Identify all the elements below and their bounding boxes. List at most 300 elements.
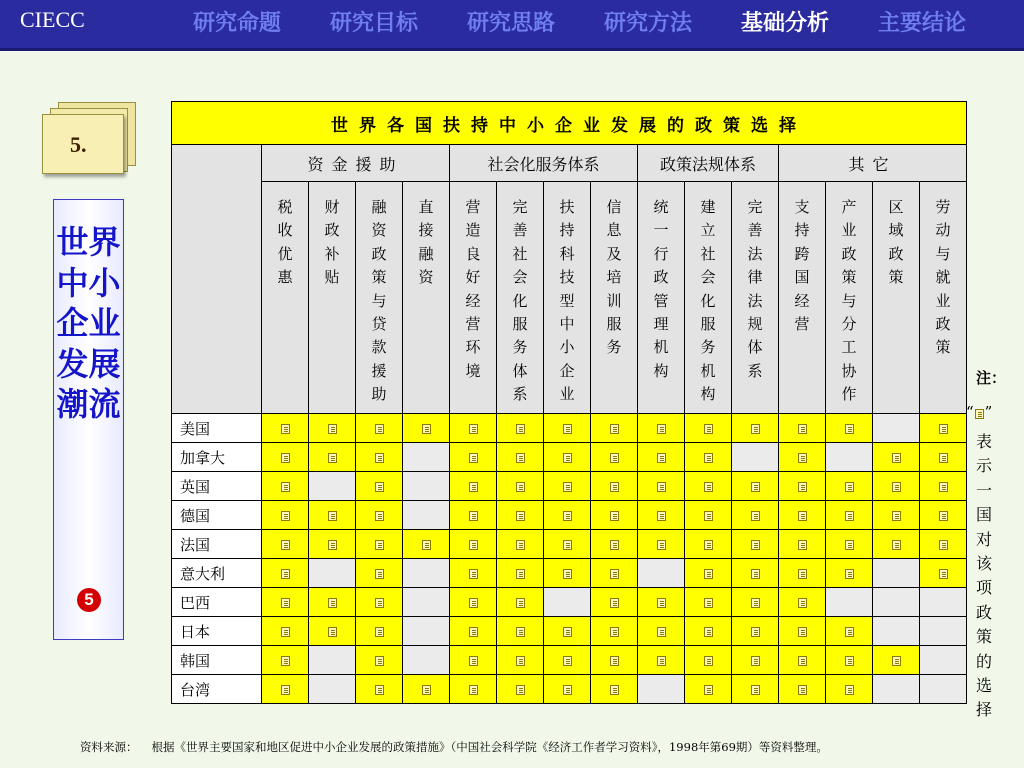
nav-item-research-goal[interactable]: 研究目标 [330,11,419,36]
policy-selected-cell [356,588,403,617]
policy-selected-cell [262,443,309,472]
document-icon [610,685,619,695]
policy-selected-cell [873,646,920,675]
document-icon [798,598,807,608]
document-icon [422,540,431,550]
column-header-label: 完善社会化服务体系 [512,198,528,404]
document-icon [751,511,760,521]
document-icon [975,409,984,419]
policy-selected-cell [309,501,356,530]
group-header-policy-law: 政策法规体系 [638,145,779,182]
document-icon [469,569,478,579]
policy-empty-cell [873,588,920,617]
policy-selected-cell [920,443,967,472]
policy-selected-cell [544,414,591,443]
policy-selected-cell [497,530,544,559]
policy-selected-cell [638,617,685,646]
column-header [638,182,685,414]
document-icon [798,656,807,666]
document-icon [751,598,760,608]
column-header-label: 直接融资 [418,198,434,287]
policy-selected-cell [779,675,826,704]
table-row [172,617,967,646]
note-text: 表示一国对该项政策的选择 [975,432,992,720]
policy-empty-cell [309,646,356,675]
document-icon [892,453,901,463]
policy-selected-cell [826,472,873,501]
policy-selected-cell [450,414,497,443]
policy-selected-cell [732,472,779,501]
document-icon [516,482,525,492]
policy-empty-cell [403,443,450,472]
policy-selected-cell [591,646,638,675]
column-header-label: 产业政策与分工协作 [841,198,857,404]
policy-selected-cell [873,472,920,501]
nav-item-basic-analysis[interactable]: 基础分析 [741,11,830,36]
policy-selected-cell [356,530,403,559]
policy-selected-cell [920,559,967,588]
document-icon [798,424,807,434]
policy-selected-cell [732,588,779,617]
column-header-label: 融资政策与贷款援助 [371,198,387,404]
table-row [172,559,967,588]
document-icon [281,656,290,666]
policy-selected-cell [262,472,309,501]
policy-empty-cell [544,588,591,617]
policy-selected-cell [638,588,685,617]
policy-selected-cell [544,559,591,588]
policy-selected-cell [403,530,450,559]
policy-selected-cell [356,646,403,675]
policy-selected-cell [591,530,638,559]
document-icon [892,511,901,521]
document-icon [375,685,384,695]
document-icon [704,511,713,521]
document-icon [845,482,854,492]
column-header [309,182,356,414]
policy-selected-cell [591,414,638,443]
column-header [779,182,826,414]
source-text: 根据《世界主要国家和地区促进中小企业发展的政策措施》（中国社会科学院《经济工作者学习资料》，1998年第69期）等资料整理。 [151,740,828,754]
policy-selected-cell [356,501,403,530]
policy-selected-cell [826,646,873,675]
side-title-box [53,199,124,640]
policy-selected-cell [732,414,779,443]
column-header [826,182,873,414]
document-icon [610,598,619,608]
document-icon [281,627,290,637]
note-close-quote: ” [984,403,993,421]
table-row [172,588,967,617]
policy-selected-cell [873,501,920,530]
document-icon [798,453,807,463]
document-icon [610,511,619,521]
document-icon [328,511,337,521]
document-icon [281,482,290,492]
policy-selected-cell [826,675,873,704]
document-icon [939,569,948,579]
table-row [172,675,967,704]
document-icon [375,656,384,666]
policy-selected-cell [732,617,779,646]
note-open-quote: “ [966,403,974,421]
country-name: 台湾 [172,675,262,704]
policy-selected-cell [497,472,544,501]
nav-divider [0,48,1024,51]
policy-selected-cell [544,501,591,530]
policy-empty-cell [309,559,356,588]
table-title: 世界各国扶持中小企业发展的政策选择 [172,102,967,145]
column-header [544,182,591,414]
note-label: 注： [976,369,1007,387]
document-icon [469,685,478,695]
document-icon [375,598,384,608]
policy-empty-cell [403,588,450,617]
policy-selected-cell [497,617,544,646]
policy-selected-cell [497,414,544,443]
policy-empty-cell [873,559,920,588]
column-header [450,182,497,414]
document-icon [516,540,525,550]
policy-empty-cell [920,588,967,617]
policy-selected-cell [450,588,497,617]
document-icon [892,540,901,550]
policy-selected-cell [591,675,638,704]
policy-selected-cell [262,501,309,530]
policy-selected-cell [638,414,685,443]
policy-selected-cell [873,443,920,472]
policy-selected-cell [779,530,826,559]
column-header-label: 财政补贴 [324,198,340,287]
document-icon [516,627,525,637]
column-header [873,182,920,414]
document-icon [704,685,713,695]
policy-empty-cell [309,675,356,704]
policy-selected-cell [356,443,403,472]
policy-empty-cell [638,559,685,588]
document-icon [469,511,478,521]
policy-selected-cell [262,530,309,559]
document-icon [657,656,666,666]
policy-selected-cell [309,588,356,617]
policy-table [171,101,967,704]
policy-selected-cell [638,501,685,530]
document-icon [563,685,572,695]
policy-empty-cell [403,646,450,675]
document-icon [563,511,572,521]
document-icon [375,569,384,579]
column-header-label: 完善法律法规体系 [747,198,763,380]
policy-empty-cell [920,617,967,646]
document-icon [328,453,337,463]
document-icon [563,424,572,434]
policy-empty-cell [638,675,685,704]
document-icon [375,511,384,521]
policy-selected-cell [779,559,826,588]
column-header [591,182,638,414]
document-icon [704,656,713,666]
document-icon [657,540,666,550]
document-icon [798,482,807,492]
document-icon [657,511,666,521]
policy-empty-cell [920,675,967,704]
policy-empty-cell [403,617,450,646]
document-icon [751,424,760,434]
document-icon [751,656,760,666]
document-icon [939,424,948,434]
country-name: 法国 [172,530,262,559]
document-icon [516,511,525,521]
document-icon [798,569,807,579]
policy-selected-cell [356,559,403,588]
table-corner [172,145,262,414]
document-icon [469,627,478,637]
policy-selected-cell [920,530,967,559]
document-icon [281,511,290,521]
document-icon [422,685,431,695]
policy-selected-cell [591,501,638,530]
document-icon [563,540,572,550]
nav-item-research-method[interactable]: 研究方法 [604,11,693,36]
policy-selected-cell [638,530,685,559]
column-header [920,182,967,414]
document-icon [563,627,572,637]
policy-selected-cell [826,617,873,646]
policy-selected-cell [920,472,967,501]
policy-selected-cell [450,675,497,704]
document-icon [657,453,666,463]
document-icon [563,482,572,492]
policy-selected-cell [685,414,732,443]
column-header [356,182,403,414]
policy-selected-cell [544,443,591,472]
document-icon [657,482,666,492]
policy-empty-cell [920,646,967,675]
document-icon [939,453,948,463]
document-icon [657,627,666,637]
column-header [732,182,779,414]
column-header [262,182,309,414]
document-icon [563,453,572,463]
policy-selected-cell [262,675,309,704]
group-header-funding: 资金援助 [262,145,450,182]
policy-selected-cell [638,646,685,675]
policy-selected-cell [920,501,967,530]
table-row [172,646,967,675]
document-icon [516,453,525,463]
document-icon [845,511,854,521]
document-icon [798,685,807,695]
column-header-label: 支持跨国经营 [794,198,810,334]
policy-selected-cell [826,501,873,530]
document-icon [798,511,807,521]
side-title: 世界中小企业发展潮流 [56,223,121,423]
document-icon [845,656,854,666]
country-name: 德国 [172,501,262,530]
policy-selected-cell [685,501,732,530]
note-symbol [966,403,992,421]
table-row [172,501,967,530]
document-icon [610,627,619,637]
policy-selected-cell [685,588,732,617]
document-icon [281,453,290,463]
policy-selected-cell [309,414,356,443]
document-icon [375,453,384,463]
document-icon [845,424,854,434]
slide-number-sheets [40,102,140,182]
document-icon [610,424,619,434]
policy-empty-cell [403,472,450,501]
policy-selected-cell [544,530,591,559]
document-icon [516,569,525,579]
policy-selected-cell [450,646,497,675]
document-icon [281,685,290,695]
document-icon [751,569,760,579]
document-icon [845,540,854,550]
policy-selected-cell [497,501,544,530]
nav-item-research-proposition[interactable]: 研究命题 [193,11,282,36]
document-icon [375,424,384,434]
policy-selected-cell [826,530,873,559]
policy-selected-cell [309,443,356,472]
document-icon [751,540,760,550]
document-icon [516,685,525,695]
column-header-label: 区域政策 [888,198,904,287]
document-icon [469,482,478,492]
section-badge: 5 [77,588,101,612]
policy-empty-cell [403,501,450,530]
policy-selected-cell [356,675,403,704]
policy-selected-cell [591,472,638,501]
document-icon [610,482,619,492]
source-line [80,739,828,755]
policy-selected-cell [779,588,826,617]
document-icon [469,656,478,666]
document-icon [892,482,901,492]
nav-item-research-approach[interactable]: 研究思路 [467,11,556,36]
policy-selected-cell [450,530,497,559]
policy-selected-cell [732,530,779,559]
policy-selected-cell [732,675,779,704]
document-icon [845,627,854,637]
country-name: 美国 [172,414,262,443]
document-icon [610,540,619,550]
document-icon [704,482,713,492]
column-header-label: 劳动与就业政策 [935,198,951,357]
policy-selected-cell [685,675,732,704]
policy-selected-cell [497,675,544,704]
table-row [172,443,967,472]
slide-number: 5. [70,132,87,157]
policy-selected-cell [873,530,920,559]
policy-selected-cell [779,501,826,530]
policy-empty-cell [873,617,920,646]
policy-selected-cell [732,559,779,588]
top-nav-bar [0,0,1024,48]
policy-selected-cell [779,443,826,472]
document-icon [469,598,478,608]
policy-selected-cell [403,414,450,443]
table-row [172,472,967,501]
policy-selected-cell [779,617,826,646]
column-header [685,182,732,414]
document-icon [281,598,290,608]
policy-selected-cell [685,617,732,646]
document-icon [328,424,337,434]
table-row [172,530,967,559]
policy-selected-cell [779,472,826,501]
document-icon [798,540,807,550]
policy-selected-cell [732,501,779,530]
policy-selected-cell [262,646,309,675]
policy-selected-cell [685,646,732,675]
policy-selected-cell [450,443,497,472]
policy-empty-cell [873,414,920,443]
column-header-label: 扶持科技型中小企业 [559,198,575,404]
policy-selected-cell [262,617,309,646]
document-icon [751,482,760,492]
policy-selected-cell [591,443,638,472]
policy-selected-cell [920,414,967,443]
policy-selected-cell [262,414,309,443]
document-icon [469,540,478,550]
policy-selected-cell [544,646,591,675]
policy-selected-cell [356,414,403,443]
brand-logo-text: CIECC [20,7,85,32]
policy-selected-cell [356,472,403,501]
column-header-label: 统一行政管理机构 [653,198,669,380]
table-row [172,414,967,443]
document-icon [516,656,525,666]
document-icon [939,540,948,550]
policy-empty-cell [403,559,450,588]
document-icon [375,482,384,492]
policy-selected-cell [544,617,591,646]
policy-selected-cell [826,414,873,443]
document-icon [281,540,290,550]
document-icon [751,627,760,637]
document-icon [610,453,619,463]
policy-selected-cell [450,559,497,588]
document-icon [610,656,619,666]
policy-selected-cell [262,559,309,588]
policy-selected-cell [826,559,873,588]
policy-selected-cell [685,443,732,472]
policy-empty-cell [826,443,873,472]
document-icon [281,569,290,579]
country-name: 日本 [172,617,262,646]
policy-selected-cell [262,588,309,617]
document-icon [939,511,948,521]
document-icon [610,569,619,579]
policy-selected-cell [591,588,638,617]
column-header-label: 信息及培训服务 [606,198,622,357]
document-icon [704,540,713,550]
policy-empty-cell [826,588,873,617]
document-icon [845,569,854,579]
column-header-label: 营造良好经营环境 [465,198,481,380]
country-name: 巴西 [172,588,262,617]
policy-selected-cell [497,559,544,588]
column-header-row [172,182,967,414]
nav-item-main-conclusion[interactable]: 主要结论 [878,11,967,36]
document-icon [422,424,431,434]
country-name: 加拿大 [172,443,262,472]
policy-selected-cell [309,617,356,646]
policy-selected-cell [450,501,497,530]
country-name: 韩国 [172,646,262,675]
document-icon [375,627,384,637]
